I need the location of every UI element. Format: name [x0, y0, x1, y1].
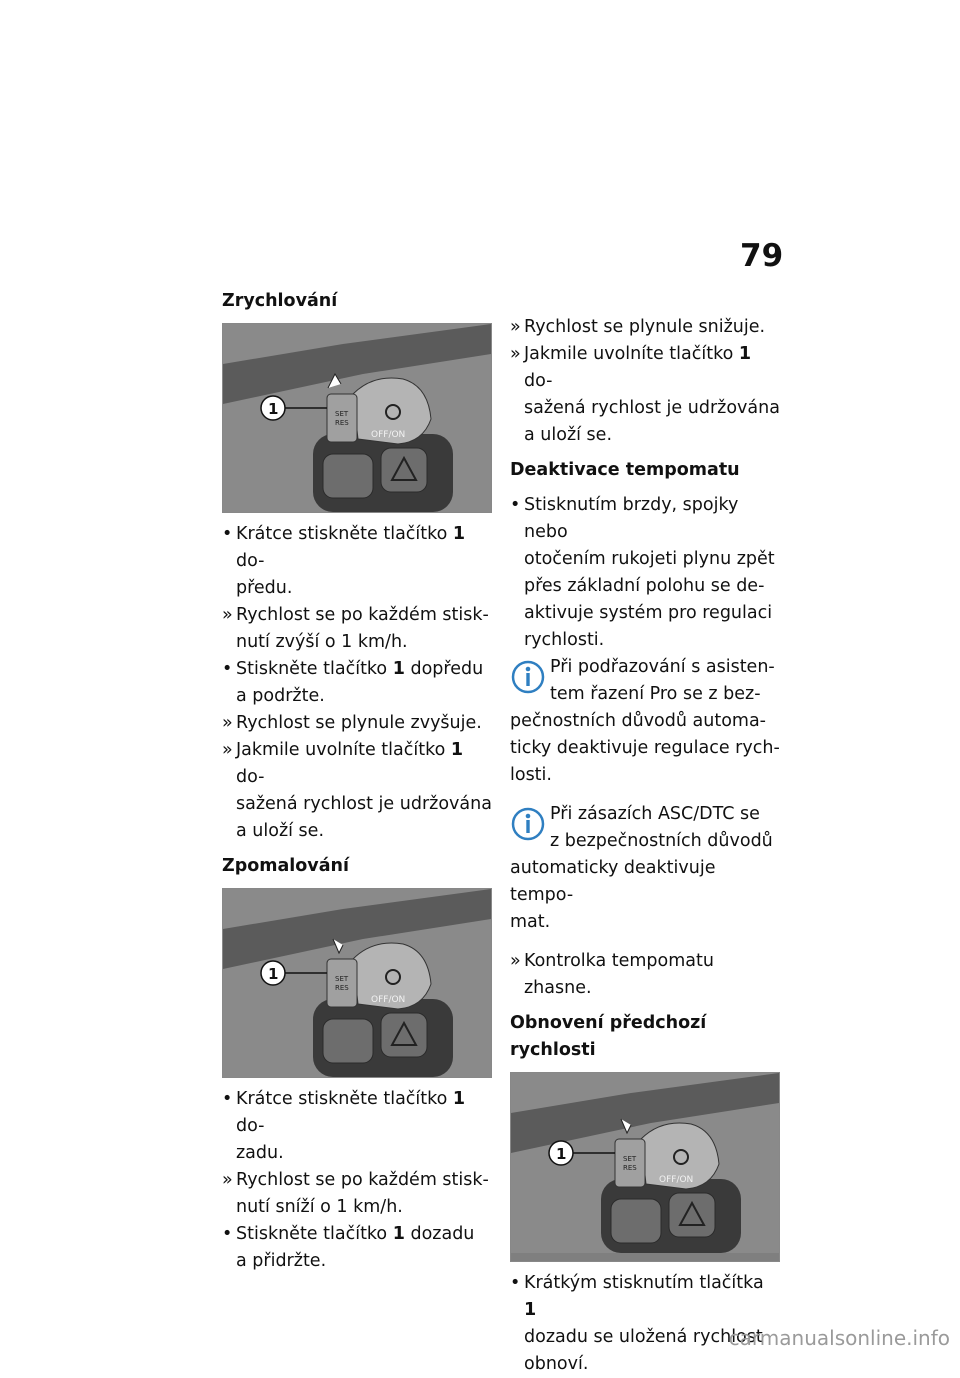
note-text: Při podřazování s asisten- tem řazení Pro se z bez- pečnostních důvodů automa- ticky deaktivuje regulace rych- losti.	[510, 657, 780, 785]
heading-acceleration: Zrychlování	[222, 291, 338, 311]
res-label: RES	[335, 419, 349, 427]
info-note	[510, 654, 780, 789]
list-item: • Stiskněte tlačítko 1 dopředu a podržte.	[222, 659, 484, 706]
switch-figure-decelerate	[222, 888, 492, 1078]
set-label: SET	[335, 410, 349, 418]
offon-label: OFF/ON	[371, 995, 406, 1005]
list-item: » Jakmile uvolníte tlačítko 1 do- sažená rychlost je udržována a uloží se.	[510, 344, 780, 445]
list-item: • Krátce stiskněte tlačítko 1 do- předu.	[222, 524, 466, 598]
set-label: SET	[623, 1155, 637, 1163]
callout-1: 1	[268, 965, 279, 983]
footer-watermark: carmanualsonline.info	[728, 1326, 950, 1350]
info-note	[510, 801, 780, 936]
list-item: » Rychlost se plynule snižuje.	[510, 317, 766, 337]
res-label: RES	[623, 1164, 637, 1172]
heading-deceleration: Zpomalování	[222, 856, 349, 876]
set-label: SET	[335, 975, 349, 983]
info-icon	[510, 658, 546, 694]
list-item: » Rychlost se po každém stisk- nutí zvýší o 1 km/h.	[222, 605, 489, 652]
list-item: » Kontrolka tempomatu zhasne.	[510, 951, 714, 998]
info-icon	[510, 805, 546, 841]
heading-resume: Obnovení předchozí rychlosti	[510, 1013, 707, 1060]
right-column	[510, 314, 780, 1378]
note-text: Při zásazích ASC/DTC se z bezpečnostních důvodů automaticky deaktivuje tempo- mat.	[510, 804, 773, 932]
handlebar-switch-illustration	[223, 324, 491, 512]
offon-label: OFF/ON	[659, 1175, 694, 1185]
callout-1: 1	[556, 1145, 567, 1163]
callout-1: 1	[268, 400, 279, 418]
page-number: 79	[740, 238, 784, 274]
list-item: • Stiskněte tlačítko 1 dozadu a přidržte.	[222, 1224, 475, 1271]
res-label: RES	[335, 984, 349, 992]
left-column	[222, 288, 492, 1275]
list-item: » Jakmile uvolníte tlačítko 1 do- sažená rychlost je udržována a uloží se.	[222, 740, 492, 841]
list-item: • Krátce stiskněte tlačítko 1 do- zadu.	[222, 1089, 466, 1163]
list-item: » Rychlost se plynule zvyšuje.	[222, 713, 482, 733]
heading-deactivation: Deaktivace tempomatu	[510, 460, 740, 480]
handlebar-switch-illustration	[511, 1073, 779, 1253]
list-item: » Rychlost se po každém stisk- nutí sníží o 1 km/h.	[222, 1170, 489, 1217]
list-item: • Stisknutím brzdy, spojky nebo otočením rukojeti plynu zpět přes základní polohu se de- aktivuje systém pro regulaci rychlosti.	[510, 495, 775, 650]
switch-figure-resume	[510, 1072, 780, 1262]
list-item: • Krátkým stisknutím tlačítka 1 dozadu se uložená rychlost obnoví.	[510, 1273, 764, 1374]
switch-figure-accelerate	[222, 323, 492, 513]
handlebar-switch-illustration	[223, 889, 491, 1077]
offon-label: OFF/ON	[371, 430, 406, 440]
